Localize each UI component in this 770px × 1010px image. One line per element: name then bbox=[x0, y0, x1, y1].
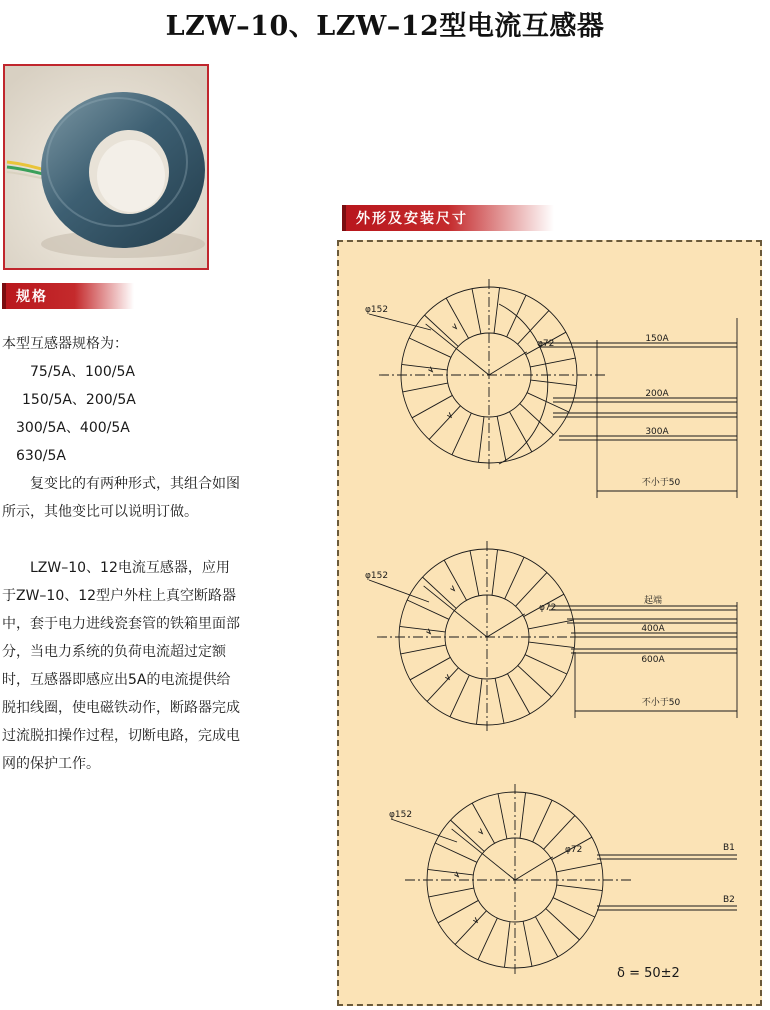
d2-winding-line bbox=[492, 550, 498, 596]
spec-ratio-2: 150/5A、200/5A bbox=[22, 392, 136, 408]
d3-winding-line bbox=[428, 869, 474, 875]
d3-winding-line bbox=[451, 820, 485, 851]
d2-winding-line bbox=[529, 642, 575, 648]
d3-winding-line bbox=[429, 888, 474, 897]
d1-arrow bbox=[452, 324, 456, 329]
d3-winding-line bbox=[438, 900, 478, 922]
d2-winding-line bbox=[470, 551, 479, 596]
drawing-3 bbox=[391, 784, 737, 976]
d1-inner-diameter-label: φ72 bbox=[537, 339, 555, 349]
d2-winding-line bbox=[495, 678, 504, 723]
drawing-2 bbox=[369, 541, 737, 733]
d2-winding-line bbox=[423, 577, 457, 608]
d1-tap-200a: 200A bbox=[645, 389, 669, 399]
d2-arrow bbox=[445, 674, 449, 679]
toroid-transformer-image bbox=[5, 66, 207, 268]
d2-winding-line bbox=[516, 573, 547, 607]
d3-winding-line bbox=[553, 898, 595, 917]
d3-winding-line bbox=[556, 863, 601, 872]
d2-winding-line bbox=[505, 557, 524, 599]
d3-inner-leader bbox=[515, 857, 553, 880]
d1-winding-line bbox=[478, 417, 484, 463]
spec-text-block bbox=[2, 330, 242, 778]
d2-winding-line bbox=[476, 679, 482, 725]
spec-ratio-3: 300/5A、400/5A bbox=[16, 420, 130, 436]
d3-winding-line bbox=[535, 917, 557, 957]
d3-delta-label: δ = 50±2 bbox=[617, 966, 680, 981]
spec-section-tab bbox=[2, 283, 134, 309]
d2-tap-600a: 600A bbox=[641, 655, 665, 665]
d3-inner-diameter-label: φ72 bbox=[565, 845, 583, 855]
d2-winding-line bbox=[400, 626, 446, 632]
d1-winding-line bbox=[507, 295, 526, 337]
dimensions-section-tab bbox=[342, 205, 554, 231]
d2-winding-line bbox=[518, 666, 552, 697]
d2-winding-line bbox=[401, 645, 446, 654]
dimensions-section-label: 外形及安装尺寸 bbox=[356, 211, 468, 227]
tab-marker bbox=[2, 283, 6, 309]
d1-winding-line bbox=[530, 358, 575, 367]
d1-winding-line bbox=[402, 364, 448, 370]
d2-outer-diameter-label: φ152 bbox=[365, 571, 389, 581]
d1-second-core-edge bbox=[499, 304, 548, 464]
d1-min-length-label: 不小于50 bbox=[641, 478, 681, 488]
d2-min-length-label: 不小于50 bbox=[641, 698, 681, 708]
tab-marker bbox=[342, 205, 346, 231]
d1-inner-leader bbox=[489, 352, 527, 375]
d1-winding-line bbox=[412, 395, 452, 417]
d1-winding-line bbox=[403, 383, 448, 392]
d2-tap-start: 起端 bbox=[643, 596, 663, 606]
d3-winding-line bbox=[520, 793, 526, 839]
d3-diameter-leader bbox=[452, 829, 515, 880]
d3-terminal-b2: B2 bbox=[723, 895, 735, 905]
d1-winding-line bbox=[472, 289, 481, 334]
d3-winding-line bbox=[523, 921, 532, 966]
dimension-drawings-panel bbox=[337, 240, 762, 1006]
d2-winding-line bbox=[444, 560, 466, 600]
spec-intro: 本型互感器规格为： bbox=[2, 336, 128, 352]
d3-outer-diameter-label: φ152 bbox=[389, 810, 413, 820]
d1-diameter-leader bbox=[426, 324, 489, 375]
d2-winding-line bbox=[427, 668, 458, 702]
d3-arrow bbox=[478, 829, 482, 834]
d3-winding-line bbox=[435, 843, 477, 862]
d1-winding-line bbox=[446, 298, 468, 338]
d2-winding-line bbox=[525, 655, 567, 674]
spec-ratio-4: 630/5A bbox=[16, 448, 66, 464]
d2-winding-line bbox=[450, 675, 469, 717]
d1-winding-line bbox=[425, 315, 459, 346]
d3-outer-leader bbox=[391, 819, 457, 842]
spec-section-label: 规格 bbox=[16, 289, 48, 305]
d3-winding-line bbox=[498, 794, 507, 839]
d3-winding-line bbox=[455, 911, 486, 945]
d1-winding-line bbox=[520, 404, 554, 435]
d1-winding-line bbox=[409, 338, 451, 357]
d1-tap-300a: 300A bbox=[645, 427, 669, 437]
d2-winding-line bbox=[507, 674, 529, 714]
spec-paragraph-1: 复变比的有两种形式，其组合如图所示，其他变比可以说明订做。 bbox=[2, 476, 240, 520]
d2-winding-line bbox=[410, 657, 450, 679]
paragraph-spacer bbox=[2, 526, 242, 554]
d2-winding-line bbox=[407, 600, 449, 619]
d2-outer-leader bbox=[369, 580, 429, 602]
d1-winding-line bbox=[531, 380, 577, 386]
d3-winding-line bbox=[557, 885, 603, 891]
d3-winding-line bbox=[504, 922, 510, 968]
d3-terminal-b1: B1 bbox=[723, 843, 735, 853]
d1-winding-line bbox=[509, 412, 531, 452]
spec-paragraph-2: LZW–10、12电流互感器，应用于ZW–10、12型户外柱上真空断路器中，套于电力进线瓷套管的铁箱里面部分，当电力系统的负荷电流超过定额时，互感器即感应出5A的电流提供给脱扣线圈，使电磁铁动作，断路器完成过流脱扣操作过程，切断电路，完成电网的保护工作。 bbox=[2, 560, 240, 772]
d2-winding-line bbox=[528, 620, 573, 629]
d2-tap-400a: 400A bbox=[641, 624, 665, 634]
d1-outer-diameter-label: φ152 bbox=[365, 305, 389, 315]
d2-diameter-leader bbox=[424, 586, 487, 637]
d2-arrow bbox=[450, 586, 454, 591]
d3-winding-line bbox=[546, 909, 580, 940]
d2-inner-diameter-label: φ72 bbox=[539, 603, 557, 613]
d1-winding-line bbox=[452, 413, 471, 455]
d3-arrow bbox=[473, 917, 477, 922]
product-photo bbox=[3, 64, 209, 270]
d1-arrow bbox=[447, 412, 451, 417]
d3-winding-line bbox=[472, 803, 494, 843]
spec-ratio-1: 75/5A、100/5A bbox=[30, 364, 135, 380]
d3-winding-line bbox=[533, 800, 552, 842]
dimension-drawings-svg bbox=[339, 242, 764, 1008]
d1-tap-150a: 150A bbox=[645, 334, 669, 344]
d1-winding-line bbox=[497, 416, 506, 461]
d1-winding-line bbox=[494, 288, 500, 334]
drawing-1 bbox=[369, 279, 737, 498]
d2-inner-leader bbox=[487, 614, 525, 637]
d1-winding-line bbox=[429, 406, 460, 440]
d1-outer-leader bbox=[369, 314, 431, 330]
page-title: LZW–10、LZW–12型电流互感器 bbox=[165, 11, 605, 42]
d3-winding-line bbox=[478, 918, 497, 960]
